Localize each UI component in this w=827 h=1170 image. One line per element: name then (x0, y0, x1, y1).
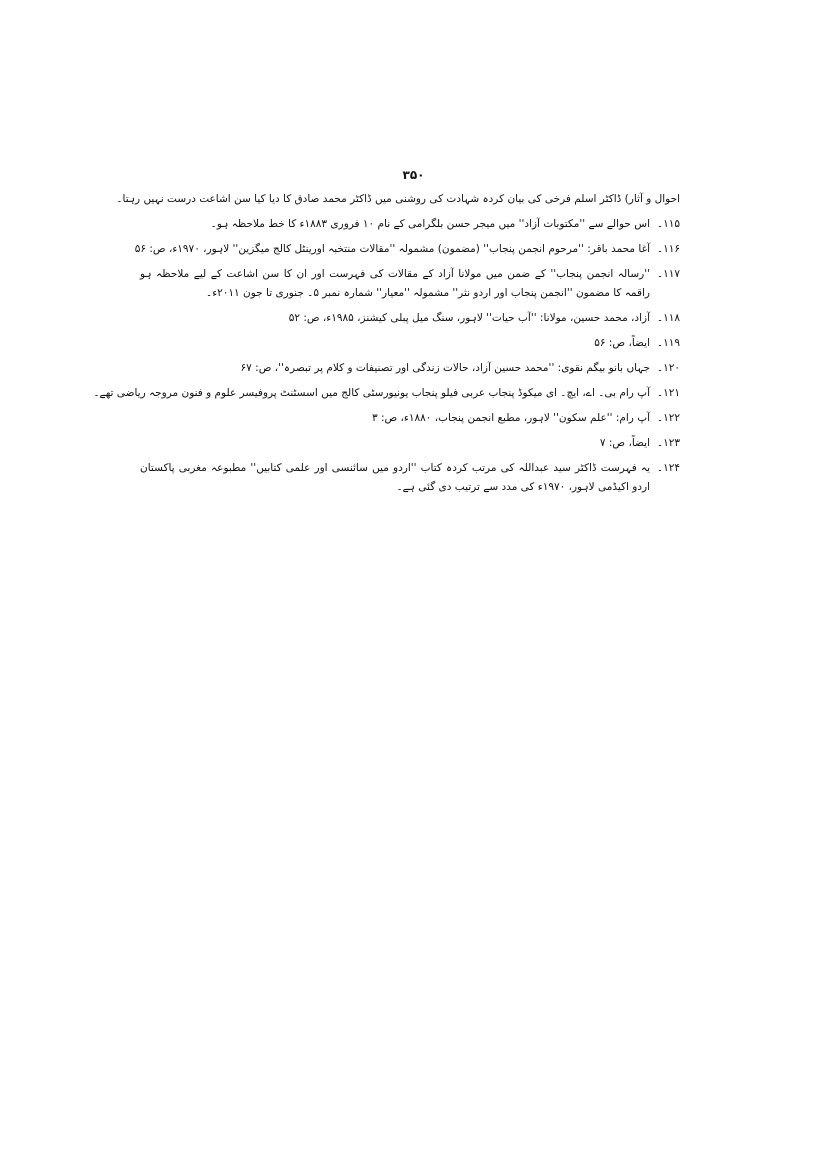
footnote-124 (140, 459, 680, 497)
footnote-text: ایضاً، ص: ۷ (599, 437, 650, 449)
footnote-122 (140, 409, 680, 428)
footnote-text: اس حوالے سے ''مکتوبات آزاد'' میں میجر حسن بلگرامی کے نام ۱۰ فروری ۱۸۸۳ء کا خط ملاحظہ ہو۔ (210, 218, 650, 230)
footnote-number: ۱۱۷۔ (656, 268, 680, 280)
footnote-text: ''رسالہ انجمن پنجاب'' کے ضمن میں مولانا آزاد کے مقالات کی فہرست اور ان کا سن اشاعت کے لیے ملاحظہ ہو راقمہ کا مضمون ''انجمن پنجاب اور اردو نثر'' مشمولہ ''معیار'' شمارہ نمبر ۵۔ جنوری تا جون ۲۰۱۱ء۔ (140, 268, 650, 299)
footnote-number: ۱۲۳۔ (656, 437, 680, 449)
footnote-116 (134, 240, 680, 259)
footnotes-section (93, 190, 680, 503)
footnote-115 (140, 215, 680, 234)
footnote-number: ۱۲۲۔ (656, 412, 680, 424)
footnote-text: آپ رام بی۔ اے، ایچ۔ ای میکوڈ پنجاب عربی فیلو پنجاب یونیورسٹی کالج میں اسسٹنٹ پروفیسر علوم و فنون مروجہ ریاضی تھے۔ (93, 387, 650, 399)
footnote-number: ۱۲۰۔ (656, 362, 680, 374)
footnote-text: آپ رام: ''علم سکون'' لاہور، مطبع انجمن پنجاب، ۱۸۸۰ء، ص: ۳ (371, 412, 650, 424)
footnote-118 (140, 309, 680, 328)
footnote-text: ایضاً، ص: ۵۶ (594, 337, 650, 349)
footnote-text: جہاں بانو بیگم نقوی: ''محمد حسین آزاد، حالات زندگی اور تصنیفات و کلام پر تبصرہ''، ص: ۶۷ (240, 362, 650, 374)
footnote-text: یہ فہرست ڈاکٹر سید عبداللہ کی مرتب کردہ کتاب ''اردو میں سائنسی اور علمی کتابیں'' مطبوعہ مغربی پاکستان اردو اکیڈمی لاہور، ۱۹۷۰ء کی مدد سے ترتیب دی گئی ہے۔ (140, 462, 650, 493)
footnote-123 (140, 434, 680, 453)
footnote-number: ۱۱۶۔ (656, 243, 680, 255)
footnote-number: ۱۱۵۔ (656, 218, 680, 230)
continuation-text: احوال و آثار) ڈاکٹر اسلم فرخی کی بیان کردہ شہادت کی روشنی میں ڈاکٹر محمد صادق کا دیا کیا سن اشاعت درست نہیں رہتا۔ (116, 193, 680, 205)
footnote-119 (140, 334, 680, 353)
footnote-number: ۱۱۹۔ (656, 337, 680, 349)
footnote-number: ۱۱۸۔ (656, 312, 680, 324)
footnote-text: آزاد، محمد حسین، مولانا: ''آب حیات'' لاہور، سنگ میل پبلی کیشنز، ۱۹۸۵ء، ص: ۵۲ (288, 312, 650, 324)
footnote-117 (140, 265, 680, 303)
footnote-number: ۱۲۱۔ (656, 387, 680, 399)
page-number: ۳۵۰ (402, 168, 425, 182)
footnote-number: ۱۲۴۔ (656, 462, 680, 474)
footnote-text: آغا محمد باقر: ''مرحوم انجمن پنجاب'' (مضمون) مشمولہ ''مقالات منتخبہ اورینٹل کالج میگزین'' لاہور، ۱۹۷۰ء، ص: ۵۶ (134, 243, 650, 255)
footnote-121 (93, 384, 680, 403)
footnote-120 (140, 359, 680, 378)
